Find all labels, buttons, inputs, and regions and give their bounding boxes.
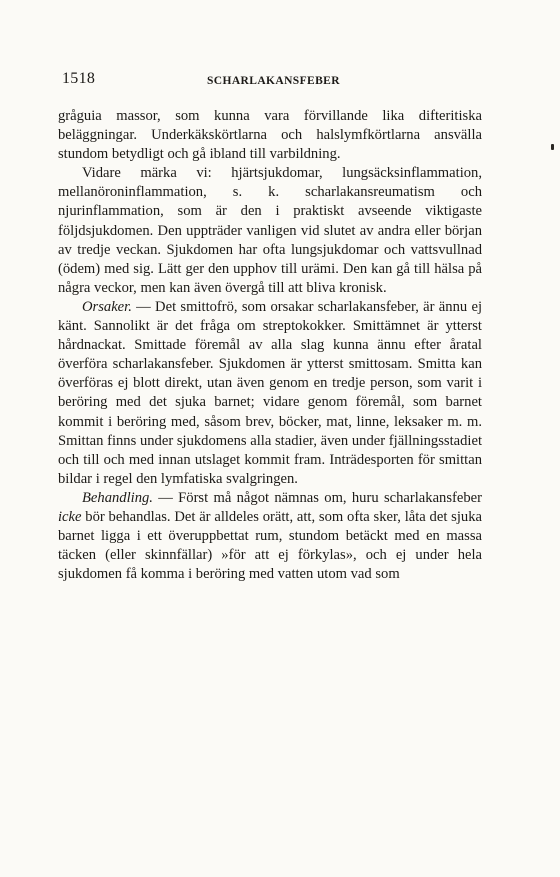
section-heading-treatment: Behandling.: [82, 489, 153, 506]
paragraph-causes-text: — Det smittofrö, som orsakar scharlakansfeber, är ännu ej känt. Sannolikt är det fråga om streptokokker. Smittämnet är ytterst hårdnackat. Smittade föremål av alla slag kunna ännu efter åratal överföra scharlakansfeber. Sjukdomen är ytterst smittosam. Smitta kan överföras ej blott direkt, utan även genom en tredje person, som varit i beröring med det sjuka barnet; vidare genom föremål, som barnet kommit i beröring med, såsom brev, böcker, mat, linne, leksaker m. m. Smittan finns under sjukdomens alla stadier, även under fjällningsstadiet och till och med innan utslaget kommit fram. Inträdesporten för smittan bildar i regel den lymfatiska svalgringen.: [58, 298, 482, 487]
paragraph-continued: gråguia massor, som kunna vara förvillande lika difteritiska beläggningar. Underkäkskörtlarna och halslymfkörtlarna ansvälla stundom betydligt och gå ibland till varbildning.: [58, 108, 482, 163]
paragraph-treatment-text-start: — Först må något nämnas om, huru scharlakansfeber: [152, 489, 482, 506]
paragraph-treatment-text-end: bör behandlas. Det är alldeles orätt, att, som ofta sker, låta det sjuka barnet ligga i ett överuppbettat rum, stundom betäckt med en massa täcken (eller skinnfällar) »för att ej förkylas», och ej under hela sjukdomen få komma i beröring med vatten utom vad som: [58, 508, 482, 583]
paragraph-complications: Vidare märka vi: hjärtsjukdomar, lungsäcksinflammation, mellanöroninflammation, s. k. scharlakansreumatism och njurinflammation, som är den i praktiskt avseende viktigaste följdsjukdomen. Den uppträder vanligen vid slutet av andra eller början av tredje veckan. Sjukdomen har ofta lungsjukdomar och vattsvullnad (ödem) med sig. Lätt ger den upphov till urämi. Den kan gå till hälsa på några veckor, men kan även övergå till att bliva kronisk.: [58, 165, 482, 296]
paragraph-treatment: [58, 489, 482, 584]
paragraph-causes: [58, 298, 482, 489]
margin-ink-mark: [551, 144, 554, 150]
running-title: SCHARLAKANSFEBER: [207, 75, 340, 87]
page-header: [62, 70, 482, 94]
page-number: 1518: [62, 70, 96, 87]
section-heading-causes: Orsaker.: [82, 298, 132, 315]
body-text: [58, 107, 482, 584]
emphasized-word: icke: [58, 508, 82, 525]
